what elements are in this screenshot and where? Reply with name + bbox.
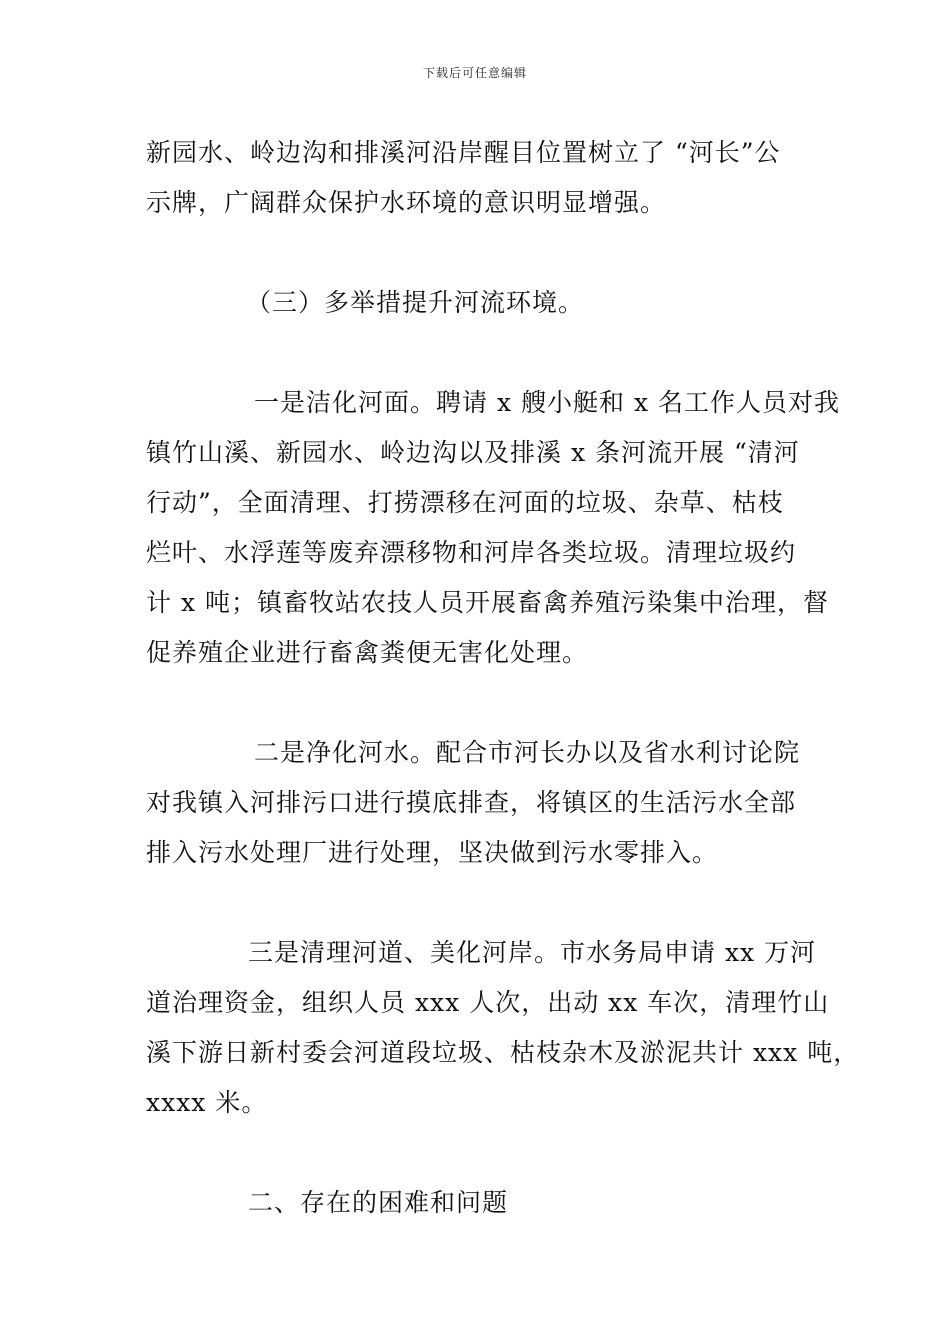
text-line: 行动”，全面清理、打捞漂移在河面的垃圾、杂草、枯枝 [146,488,784,517]
paragraph-purify-water [146,728,846,878]
paragraph-clean-riverway [146,928,860,1128]
text-line: 镇竹山溪、新园水、岭边沟以及排溪 x 条河流开展 “清河 [146,438,800,467]
paragraph-signboard [146,128,846,228]
text-line: xxxx 米。 [146,1088,268,1117]
page-header: 下载后可任意编辑 [422,66,527,80]
text-line: 溪下游日新村委会河道段垃圾、枯枝杂木及淤泥共计 xxx 吨， [146,1038,860,1067]
text-line: 烂叶、水浮莲等废弃漂移物和河岸各类垃圾。清理垃圾约 [146,538,797,567]
text-line: 排入污水处理厂进行处理，坚决做到污水零排入。 [146,838,719,867]
section-heading-problems [146,1178,846,1228]
text-line: 一是洁化河面。聘请 x 艘小艇和 x 名工作人员对我 [254,388,840,417]
section-heading-3 [146,278,846,328]
text-line: 三是清理河道、美化河岸。市水务局申请 xx 万河 [248,938,817,967]
document-body [146,128,860,1228]
text-line: 对我镇入河排污口进行摸底排查，将镇区的生活污水全部 [146,788,797,817]
section-heading-text: （三）多举措提升河流环境。 [246,288,585,317]
text-line: 促养殖企业进行畜禽粪便无害化处理。 [146,638,589,667]
text-line: 道治理资金，组织人员 xxx 人次，出动 xx 车次，清理竹山 [146,988,830,1017]
section-heading-text: 二、存在的困难和问题 [248,1188,509,1217]
paragraph-clean-river-surface [146,378,846,678]
text-line: 二是净化河水。配合市河长办以及省水利讨论院 [254,738,801,767]
text-line: 示牌，广阔群众保护水环境的意识明显增强。 [146,188,667,217]
text-line: 新园水、岭边沟和排溪河沿岸醒目位置树立了 “河长”公 [146,138,781,167]
text-line: 计 x 吨；镇畜牧站农技人员开展畜禽养殖污染集中治理，督 [146,588,829,617]
